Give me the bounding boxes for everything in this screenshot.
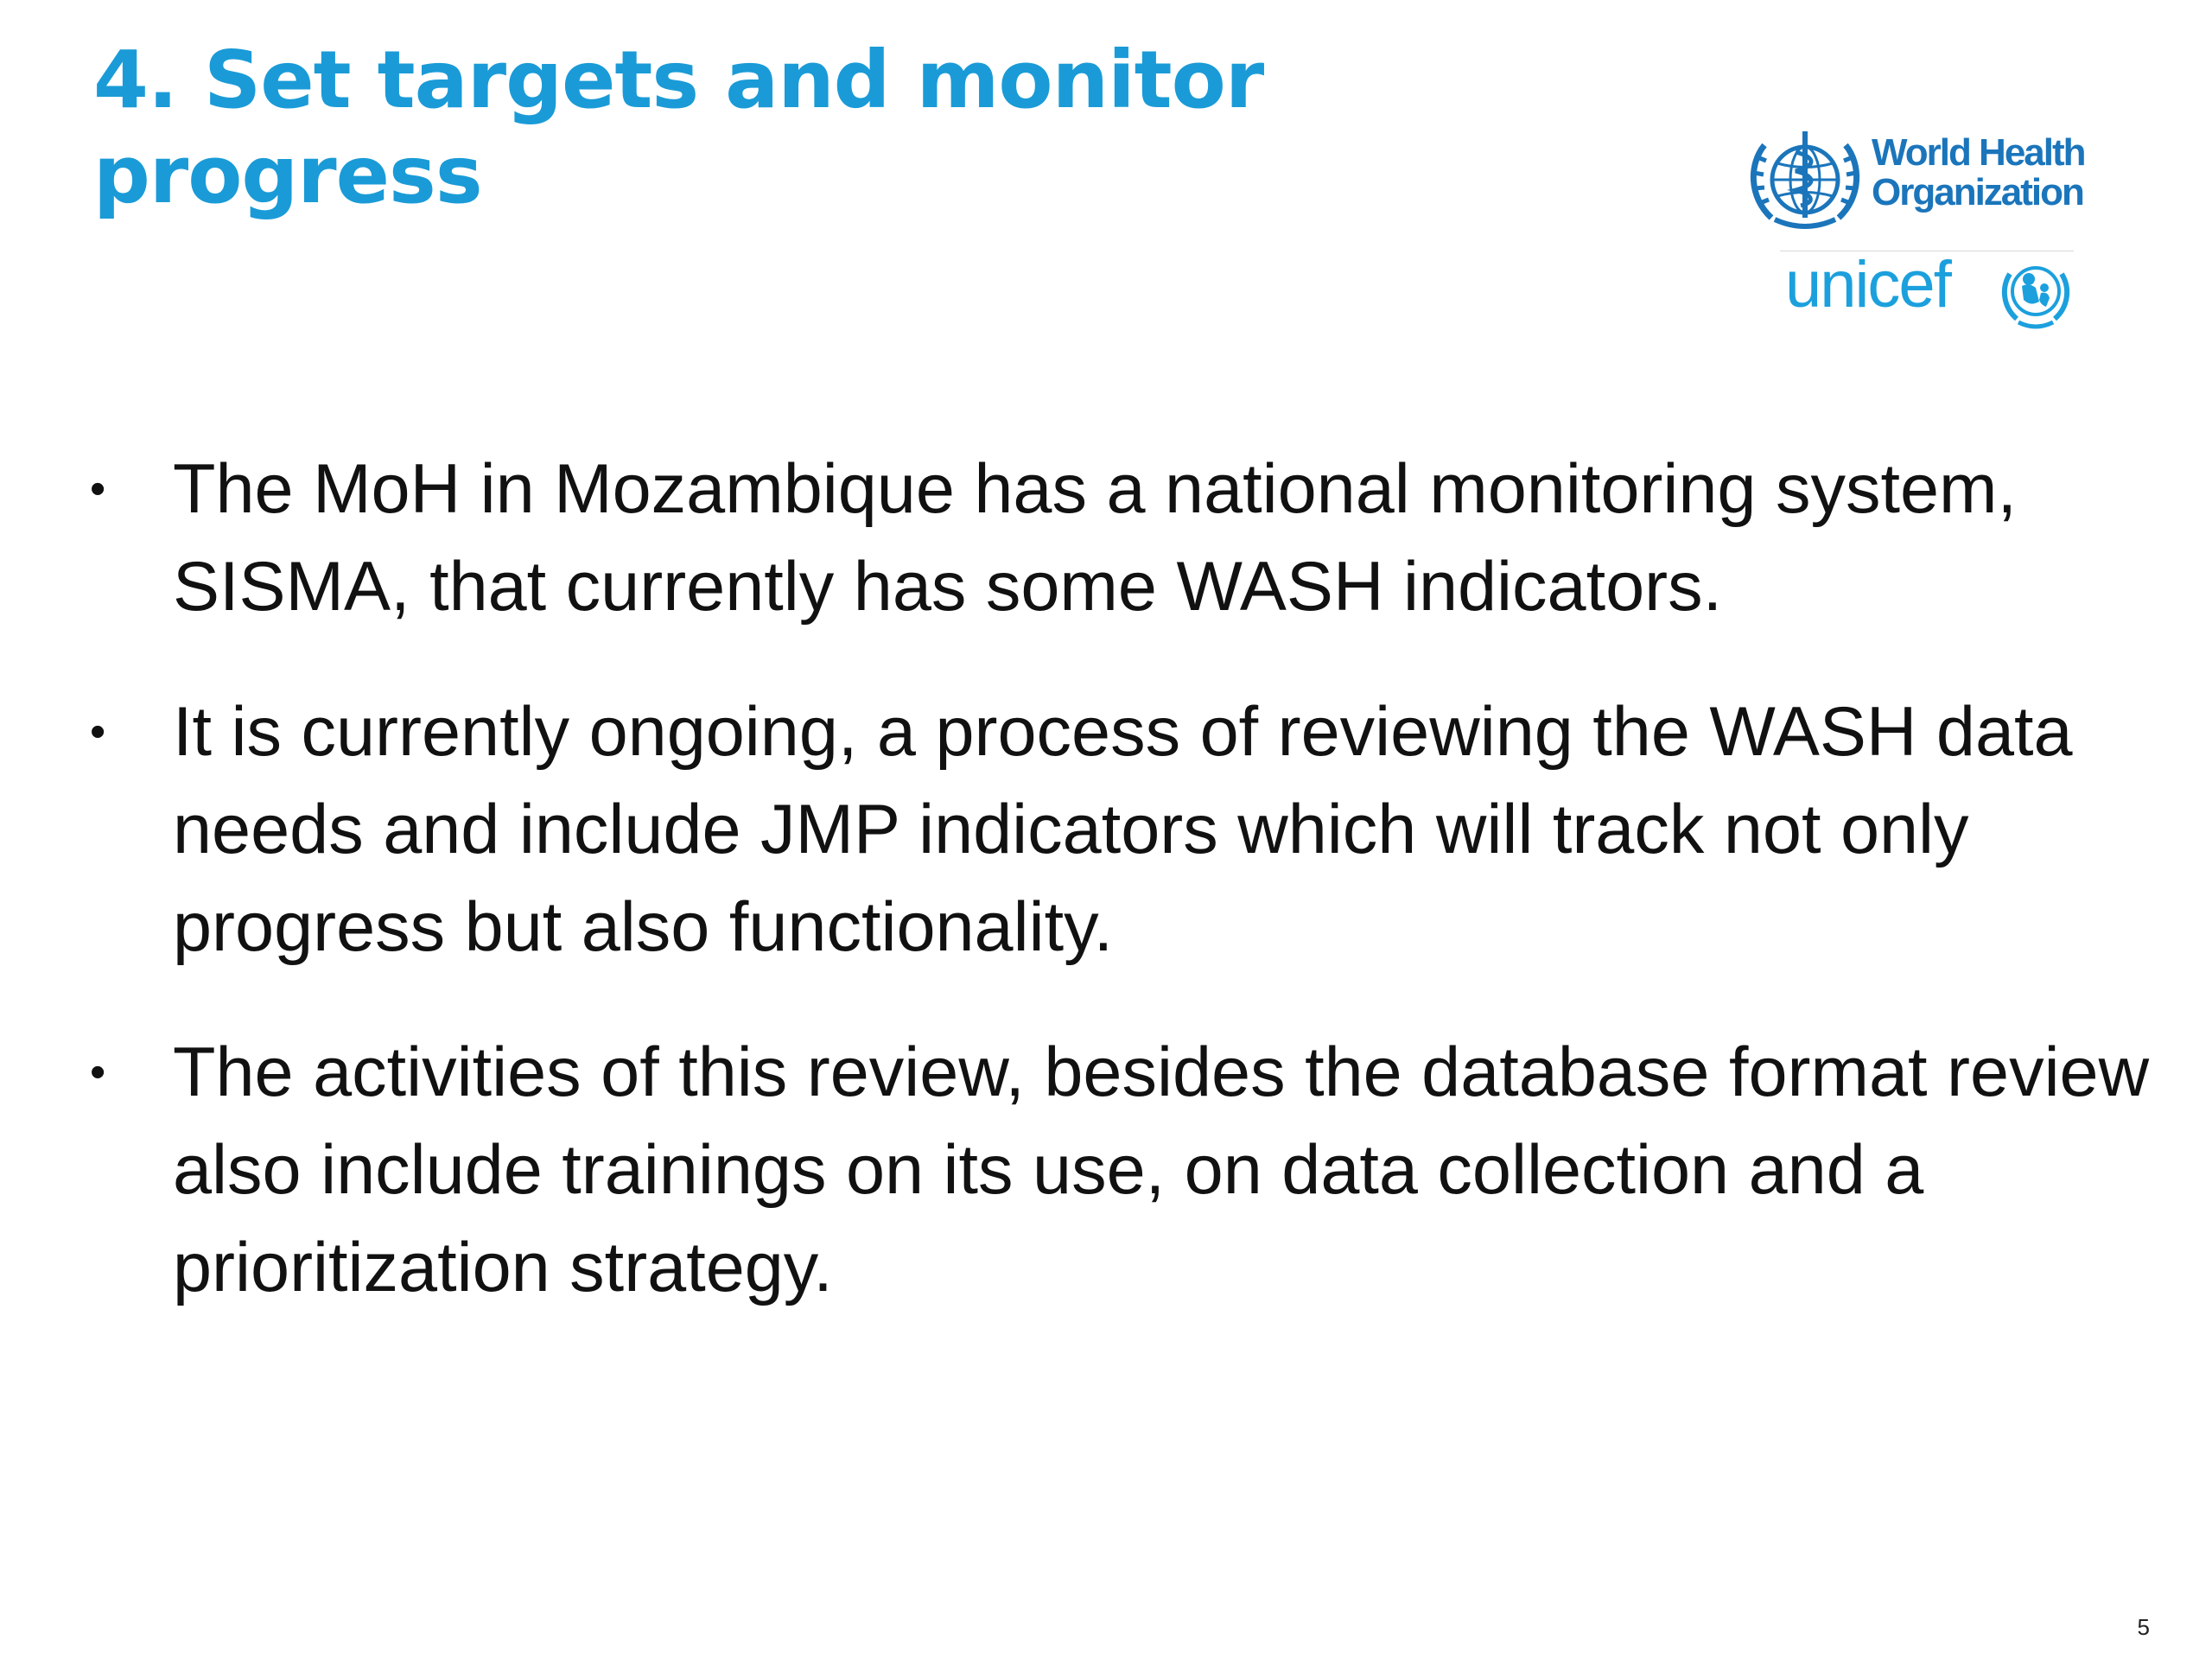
bullet-item	[78, 441, 2169, 636]
bullet-item	[78, 683, 2169, 976]
who-wordmark-line-2: Organization	[1872, 171, 2083, 213]
who-wordmark	[1872, 133, 2085, 213]
bullet-item	[78, 1024, 2169, 1317]
bullet-list	[78, 441, 2169, 1364]
bullet-icon: •	[90, 1047, 106, 1097]
who-emblem-icon	[1745, 128, 1865, 230]
who-wordmark-line-1: World Health	[1872, 131, 2085, 174]
slide-title-line-1: 4. Set targets and monitor	[93, 34, 1264, 126]
bullet-icon: •	[90, 464, 106, 514]
unicef-wordmark: unicef	[1785, 248, 1950, 321]
bullet-text: The MoH in Mozambique has a national monitoring system, SISMA, that currently has some WASH indicators.	[173, 450, 2018, 626]
slide-title-line-2: progress	[93, 129, 482, 221]
bullet-icon: •	[90, 707, 106, 757]
unicef-emblem-icon	[1999, 257, 2072, 329]
page-number: 5	[2137, 1614, 2150, 1640]
unicef-logo	[1780, 248, 2074, 329]
slide-title	[93, 33, 1389, 223]
who-logo	[1745, 121, 2085, 233]
bullet-text: It is currently ongoing, a process of reviewing the WASH data needs and include JMP indicators which will track not only progress but also functionality.	[173, 693, 2073, 966]
bullet-text: The activities of this review, besides the database format review also include trainings on its use, on data collection and a prioritization strategy.	[173, 1033, 2150, 1306]
